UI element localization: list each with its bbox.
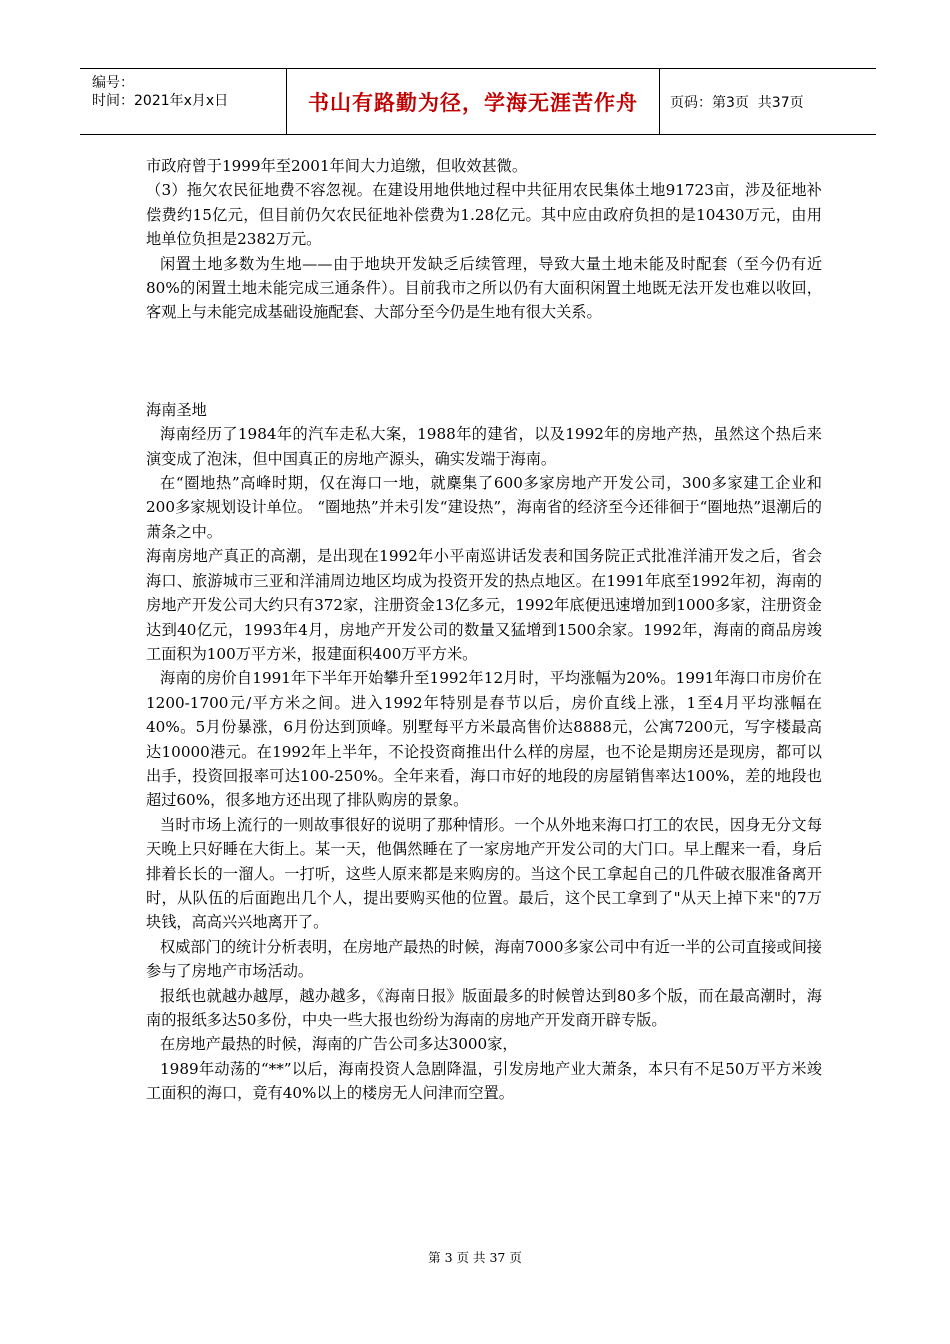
- body-paragraph: 闲置土地多数为生地——由于地块开发缺乏后续管理，导致大量土地未能及时配套（至今仍有近80%的闲置土地未能完成三通条件）。目前我市之所以仍有大面积闲置土地既无法开发也难以收回，客观上与未能完成基础设施配套、大部分至今仍是生地有很大关系。: [146, 254, 822, 322]
- body-paragraph: 在房地产最热的时候，海南的广告公司多达3000家，: [160, 1035, 518, 1054]
- header-motto: 书山有路勤为径，学海无涯苦作舟: [287, 69, 660, 134]
- header-page-info: 页码：第3页 共37页: [670, 94, 804, 111]
- body-paragraph: 海南房地产真正的高潮，是出现在1992年小平南巡讲话发表和国务院正式批准洋浦开发之后，省会海口、旅游城市三亚和洋浦周边地区均成为投资开发的热点地区。在1991年底至1992年初，海南的房地产开发公司大约只有372家，注册资金13亿多元，1992年底便迅速增加到1000多家，注册资金达到40亿元，1993年4月，房地产开发公司的数量又猛增到1500余家。1992年，海南的商品房竣工面积为100万平方米，报建面积400万平方米。: [146, 547, 822, 663]
- body-paragraph: 当时市场上流行的一则故事很好的说明了那种情形。一个从外地来海口打工的农民，因身无分文每天晚上只好睡在大街上。某一天，他偶然睡在了一家房地产开发公司的大门口。早上醒来一看，身后排着长长的一溜人。一打听，这些人原来都是来购房的。当这个民工拿起自己的几件破衣服准备离开时，从队伍的后面跑出几个人，提出要购买他的位置。最后，这个民工拿到了"从天上掉下来"的7万块钱，高高兴兴地离开了。: [146, 815, 822, 932]
- body-paragraph: 海南经历了1984年的汽车走私大案，1988年的建省，以及1992年的房地产热，虽然这个热后来演变成了泡沫，但中国真正的房地产源头，确实发端于海南。: [146, 425, 822, 468]
- document-date-label: 时间：2021年x月x日: [92, 93, 229, 109]
- body-paragraph: 市政府曾于1999年至2001年间大力追缴，但收效甚微。: [146, 157, 528, 175]
- body-paragraph: （3）拖欠农民征地费不容忽视。在建设用地供地过程中共征用农民集体土地91723亩，涉及征地补偿费约15亿元，但目前仍欠农民征地补偿费为1.28亿元。其中应由政府负担的是10430万元，由用地单位负担是2382万元。: [146, 181, 822, 249]
- header-meta-cell: [80, 69, 287, 134]
- paragraph-gap: [146, 325, 822, 398]
- document-number-label: 编号：: [92, 75, 134, 91]
- body-paragraph: 权威部门的统计分析表明，在房地产最热的时候，海南7000多家公司中有近一半的公司直接或间接参与了房地产市场活动。: [146, 937, 822, 981]
- page-footer: 第 3 页 共 37 页: [428, 1250, 522, 1265]
- body-paragraph: 海南的房价自1991年下半年开始攀升至1992年12月时，平均涨幅为20%。1991年海口市房价在1200-1700元/平方米之间。进入1992年特别是春节以后，房价直线上涨，1至4月平均涨幅在40%。5月份暴涨，6月份达到顶峰。别墅每平方米最高售价达8888元，公寓7200元，写字楼最高达10000港元。在1992年上半年，不论投资商推出什么样的房屋，也不论是期房还是现房，都可以出手，投资回报率可达100-250%。全年来看，海口市好的地段的房屋销售率达100%，差的地段也超过60%，很多地方还出现了排队购房的景象。: [146, 669, 822, 810]
- document-body: [146, 154, 822, 1106]
- page-header: [80, 68, 876, 135]
- body-paragraph: 报纸也就越办越厚，越办越多，《海南日报》版面最多的时候曾达到80多个版，而在最高潮时，海南的报纸多达50多份，中央一些大报也纷纷为海南的房地产开发商开辟专版。: [146, 986, 822, 1029]
- body-paragraph: 在“圈地热”高峰时期，仅在海口一地，就麇集了600多家房地产开发公司，300多家建工企业和200多家规划设计单位。 “圈地热”并未引发“建设热”，海南省的经济至今还徘徊于“圈地热”退潮后的萧条之中。: [146, 474, 822, 541]
- body-paragraph: 1989年动荡的“**”以后，海南投资人急剧降温，引发房地产业大萧条，本只有不足50万平方米竣工面积的海口，竟有40%以上的楼房无人问津而空置。: [146, 1059, 822, 1103]
- header-page-cell: [660, 69, 876, 134]
- section-heading: 海南圣地: [146, 400, 207, 419]
